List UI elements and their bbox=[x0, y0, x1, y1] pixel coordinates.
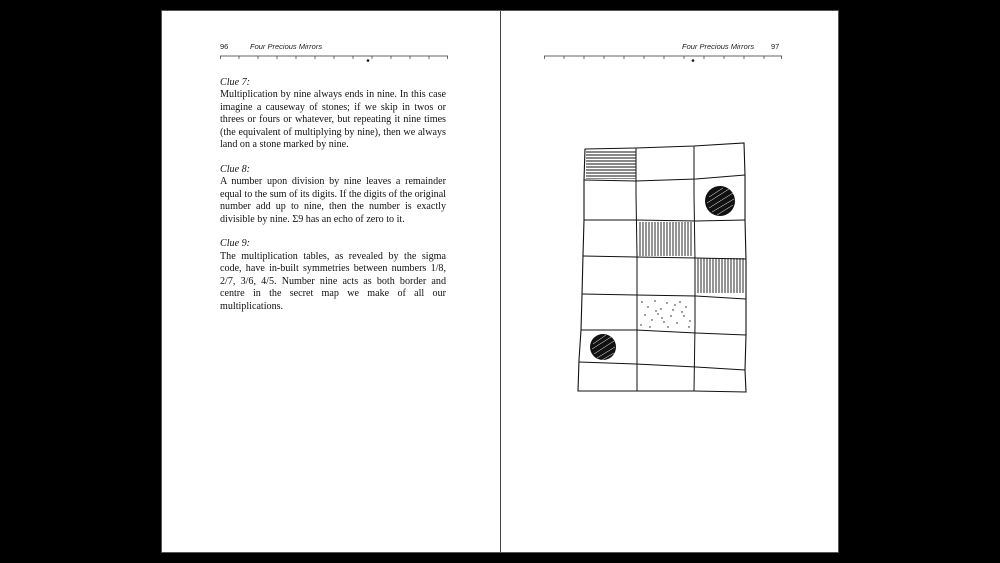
grid-row-line bbox=[581, 330, 746, 335]
grid-column-line bbox=[694, 146, 695, 391]
left-body-text bbox=[220, 77, 446, 325]
right-header-ruler bbox=[544, 54, 782, 64]
left-header-ruler bbox=[220, 54, 448, 64]
clue-8 bbox=[220, 164, 446, 226]
clue-text: Multiplication by nine always ends in nine. In this case imagine a causeway of stones; if we skip in twos or threes or fours or whatever, but repeating it nine times (the equivalent of multiplying by nine), then we always land on a stone marked by nine. bbox=[220, 89, 446, 151]
right-page bbox=[501, 11, 839, 552]
stipple-cell bbox=[640, 300, 690, 327]
right-running-title: Four Precious Mirrors bbox=[682, 42, 755, 51]
filled-circle-cell bbox=[705, 186, 735, 216]
clue-label: Clue 7: bbox=[220, 77, 250, 88]
grid-row-line bbox=[583, 256, 746, 259]
grid-column-line bbox=[636, 148, 637, 391]
clue-7 bbox=[220, 77, 446, 151]
clue-label: Clue 9: bbox=[220, 238, 250, 250]
grid-row-line bbox=[579, 362, 745, 370]
vertical-hatch-cell bbox=[640, 222, 691, 256]
clue-text: The multiplication tables, as revealed by the sigma code, have in-built symmetries between numbers 1/8, 2/7, 3/6, 4/5. Number nine acts as both border and centre in the secret map we make of all our multiplications. bbox=[220, 250, 446, 312]
clue-text: A number upon division by nine leaves a remainder equal to the sum of its digits. If the digits of the original number add up to nine, then the number is exactly divisible by nine. Σ9 has an echo of zero to it. bbox=[220, 176, 446, 225]
book-spread bbox=[161, 10, 839, 553]
left-page-number: 96 bbox=[220, 42, 229, 51]
grid-svg bbox=[576, 135, 751, 395]
clue-label: Clue 8: bbox=[220, 163, 250, 175]
vertical-hatch-cell bbox=[698, 258, 743, 293]
horizontal-hatch-cell bbox=[586, 152, 636, 179]
hand-drawn-grid-figure bbox=[576, 135, 751, 400]
clue-9 bbox=[220, 238, 446, 312]
grid-row-line bbox=[582, 294, 746, 299]
left-running-title: Four Precious Mirrors bbox=[250, 42, 323, 51]
filled-circle-cell bbox=[590, 334, 616, 360]
grid-row-line bbox=[584, 220, 745, 221]
right-page-number: 97 bbox=[771, 42, 780, 51]
left-page bbox=[162, 11, 500, 552]
